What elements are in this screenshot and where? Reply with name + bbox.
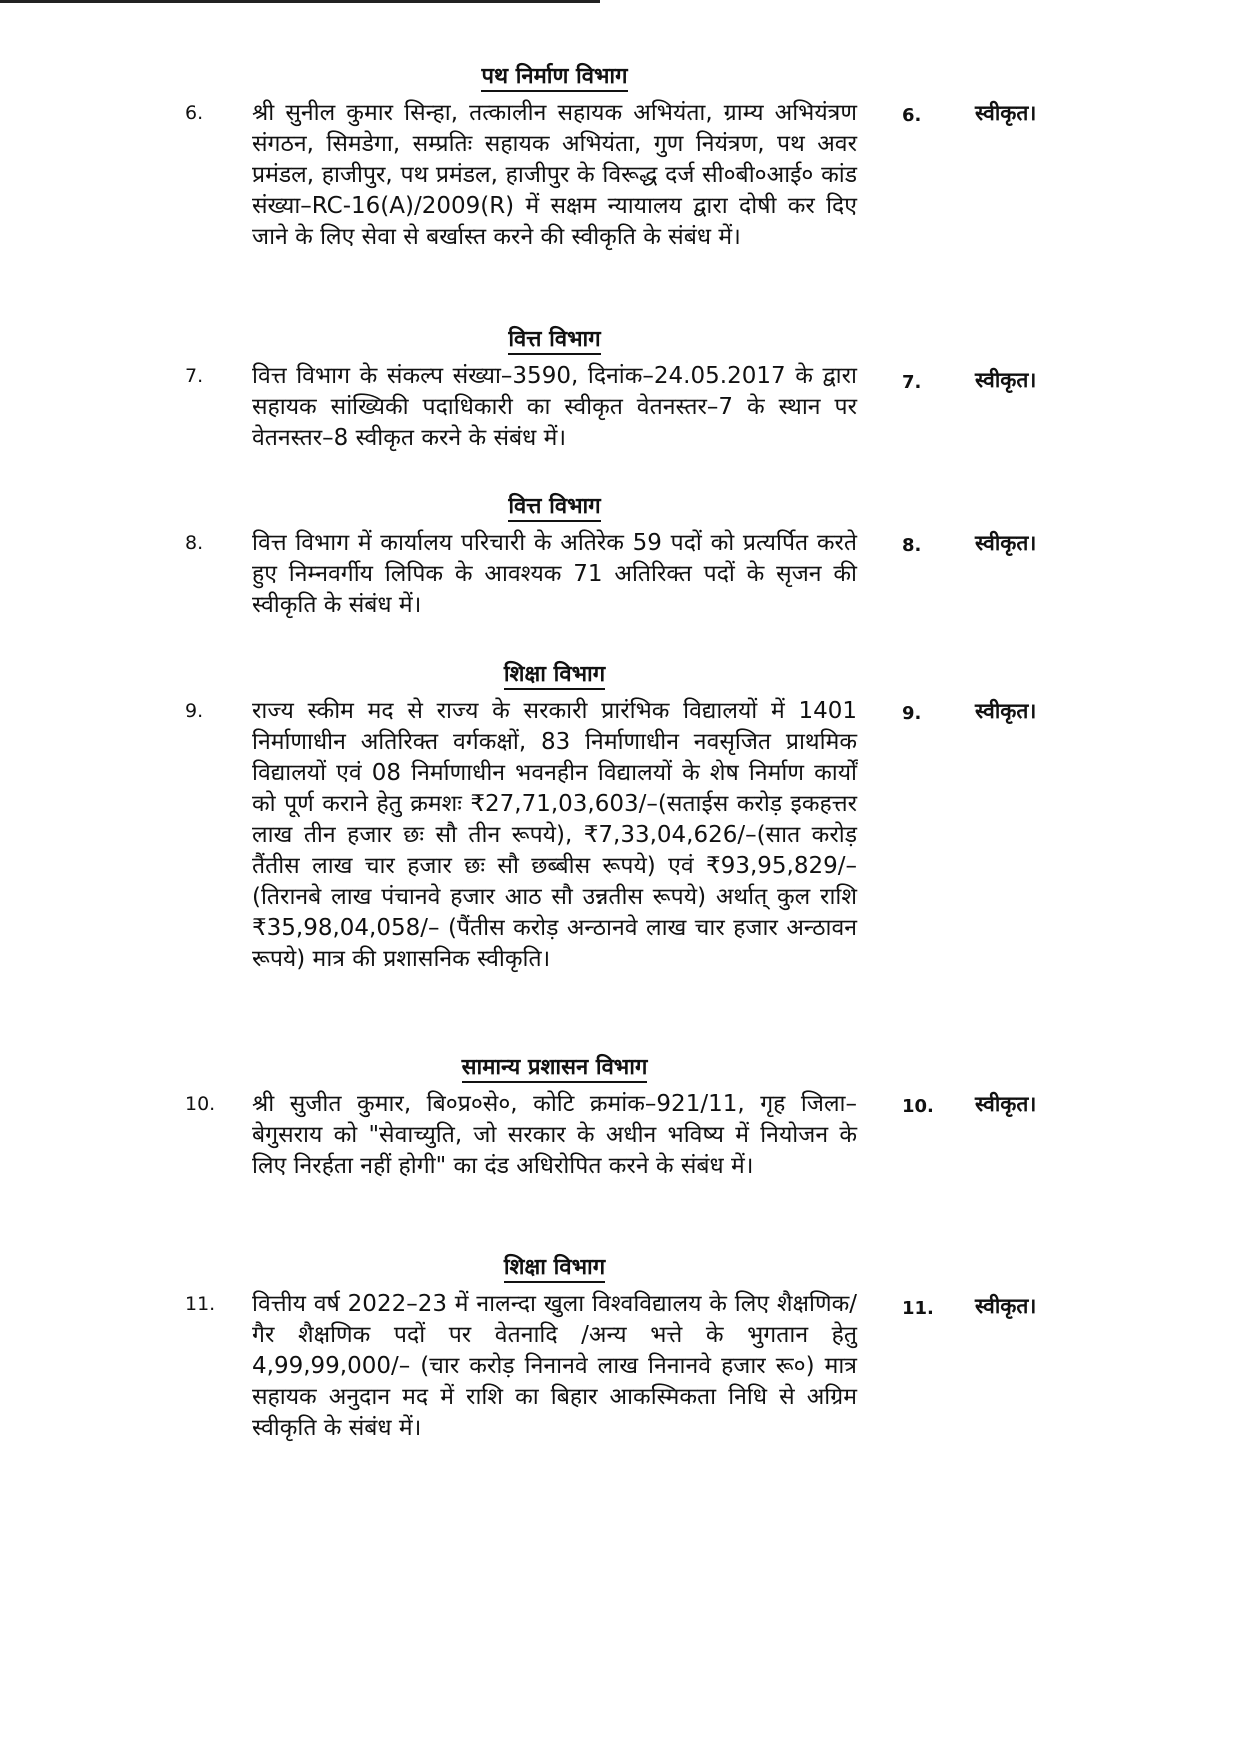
- item-text: श्री सुनील कुमार सिन्हा, तत्कालीन सहायक अभियंता, ग्राम्य अभियंत्रण संगठन, सिमडेगा, सम्प्रतिः सहायक अभियंता, गुण नियंत्रण, पथ अवर प्रमंडल, हाजीपुर, पथ प्रमंडल, हाजीपुर के विरूद्ध दर्ज सी०बी०आई० कांड संख्या–RC-16(A)/2009(R) में सक्षम न्यायालय द्वारा दोषी कर दिए जाने के लिए सेवा से बर्खास्त करने की स्वीकृति के संबंध में।: [252, 100, 857, 250]
- item-text: वित्त विभाग में कार्यालय परिचारी के अतिरेक 59 पदों को प्रत्यर्पित करते हुए निम्नवर्गीय लिपिक के आवश्यक 71 अतिरिक्त पदों के सृजन की स्वीकृति के संबंध में।: [252, 530, 857, 618]
- result-status: स्वीकृत।: [975, 531, 1037, 555]
- item-number: 8.: [185, 532, 204, 554]
- department-heading: सामान्य प्रशासन विभाग: [252, 1053, 857, 1083]
- department-heading: शिक्षा विभाग: [252, 660, 857, 690]
- result-status: स्वीकृत।: [975, 699, 1037, 723]
- department-heading: वित्त विभाग: [252, 492, 857, 522]
- item-text: राज्य स्कीम मद से राज्य के सरकारी प्रारंभिक विद्यालयों में 1401 निर्माणाधीन अतिरिक्त वर्गकक्षों, 83 निर्माणाधीन नवसृजित प्राथमिक विद्यालयों एवं 08 निर्माणाधीन भवनहीन विद्यालयों के शेष निर्माण कार्यों को पूर्ण कराने हेतु क्रमशः ₹27,71,03,603/–(सताईस करोड़ इकहत्तर लाख तीन हजार छः सौ तीन रूपये), ₹7,33,04,626/–(सात करोड़ तैंतीस लाख चार हजार छः सौ छब्बीस रूपये) एवं ₹93,95,829/–(तिरानबे लाख पंचानवे हजार आठ सौ उन्नतीस रूपये) अर्थात् कुल राशि ₹35,98,04,058/– (पैंतीस करोड़ अन्ठानवे लाख चार हजार अन्ठावन रूपये) मात्र की प्रशासनिक स्वीकृति।: [252, 698, 857, 972]
- item-number: 11.: [185, 1293, 216, 1315]
- item-text: वित्तीय वर्ष 2022–23 में नालन्दा खुला विश्वविद्यालय के लिए शैक्षणिक/गैर शैक्षणिक पदों पर वेतनादि /अन्य भत्ते के भुगतान हेतु 4,99,99,000/– (चार करोड़ निनानवे लाख निनानवे हजार रू०) मात्र सहायक अनुदान मद में राशि का बिहार आकस्मिकता निधि से अग्रिम स्वीकृति के संबंध में।: [252, 1291, 857, 1441]
- department-heading: शिक्षा विभाग: [252, 1253, 857, 1283]
- result-status: स्वीकृत।: [975, 1294, 1037, 1318]
- result-status: स्वीकृत।: [975, 101, 1037, 125]
- item-number: 6.: [185, 102, 204, 124]
- item-number: 7.: [185, 365, 204, 387]
- result-status: स्वीकृत।: [975, 368, 1037, 392]
- item-number: 10.: [185, 1093, 216, 1115]
- department-heading: वित्त विभाग: [252, 325, 857, 355]
- item-text: वित्त विभाग के संकल्प संख्या–3590, दिनांक–24.05.2017 के द्वारा सहायक सांख्यिकी पदाधिकारी का स्वीकृत वेतनस्तर–7 के स्थान पर वेतनस्तर–8 स्वीकृत करने के संबंध में।: [252, 363, 857, 451]
- result-number: 11.: [902, 1298, 934, 1319]
- result-number: 6.: [902, 105, 922, 126]
- result-number: 7.: [902, 372, 922, 393]
- item-number: 9.: [185, 700, 204, 722]
- result-number: 8.: [902, 535, 922, 556]
- result-number: 9.: [902, 703, 922, 724]
- department-heading: पथ निर्माण विभाग: [252, 62, 857, 92]
- top-rule: [0, 0, 600, 3]
- result-status: स्वीकृत।: [975, 1092, 1037, 1116]
- item-text: श्री सुजीत कुमार, बि०प्र०से०, कोटि क्रमांक–921/11, गृह जिला– बेगुसराय को "सेवाच्युति, जो सरकार के अधीन भविष्य में नियोजन के लिए निरर्हता नहीं होगी" का दंड अधिरोपित करने के संबंध में।: [252, 1091, 857, 1179]
- result-number: 10.: [902, 1096, 934, 1117]
